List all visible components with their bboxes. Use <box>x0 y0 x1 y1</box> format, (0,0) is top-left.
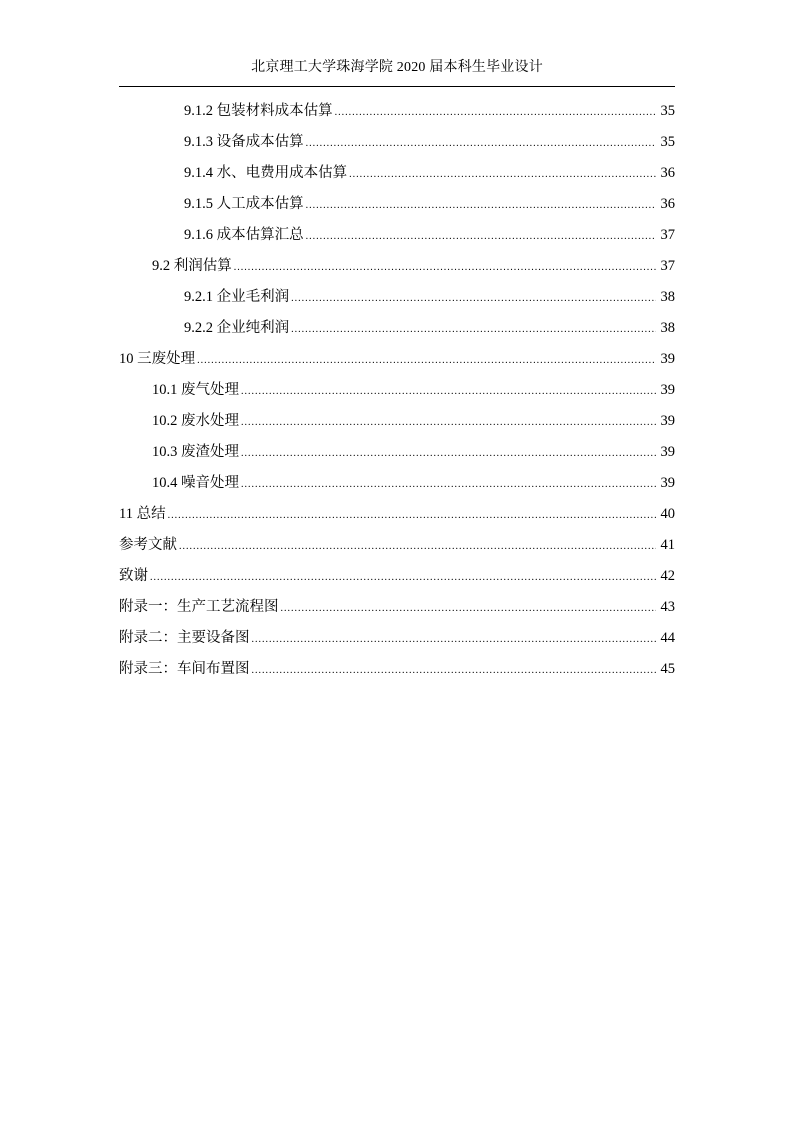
toc-dot-leader <box>197 345 656 376</box>
toc-entry[interactable] <box>119 96 675 127</box>
toc-entry[interactable] <box>119 344 675 375</box>
toc-entry-page: 45 <box>660 661 675 677</box>
toc-entry-page: 44 <box>660 630 675 646</box>
toc-entry-title: 9.1.2 包装材料成本估算 <box>184 103 333 119</box>
toc-entry[interactable] <box>119 468 675 499</box>
toc-entry-page: 39 <box>660 351 675 367</box>
toc-entry-title: 9.1.4 水、电费用成本估算 <box>184 165 348 181</box>
toc-entry-page: 36 <box>660 165 675 181</box>
toc-entry-title: 附录二：主要设备图 <box>119 630 250 646</box>
toc-entry[interactable] <box>119 220 675 251</box>
toc-entry-title: 附录三：车间布置图 <box>119 661 250 677</box>
toc-entry-title: 10.1 废气处理 <box>152 382 239 398</box>
toc-entry[interactable] <box>119 592 675 623</box>
toc-entry[interactable] <box>119 375 675 406</box>
toc-entry-page: 39 <box>660 475 675 491</box>
toc-entry-title: 10.2 废水处理 <box>152 413 239 429</box>
header-divider <box>119 86 675 87</box>
toc-dot-leader <box>252 624 657 655</box>
toc-entry[interactable] <box>119 561 675 592</box>
toc-dot-leader <box>241 407 656 438</box>
toc-dot-leader <box>281 593 657 624</box>
toc-entry[interactable] <box>119 406 675 437</box>
toc-dot-leader <box>252 655 657 686</box>
toc-dot-leader <box>306 221 656 252</box>
toc-dot-leader <box>179 531 656 562</box>
toc-dot-leader <box>241 438 656 469</box>
toc-entry-page: 38 <box>660 289 675 305</box>
toc-dot-leader <box>234 252 656 283</box>
toc-entry-page: 39 <box>660 444 675 460</box>
toc-dot-leader <box>291 314 656 345</box>
toc-entry-page: 42 <box>660 568 675 584</box>
toc-entry[interactable] <box>119 499 675 530</box>
toc-dot-leader <box>335 97 656 128</box>
toc-entry-page: 38 <box>660 320 675 336</box>
toc-entry-title: 9.1.5 人工成本估算 <box>184 196 304 212</box>
toc-entry-title: 9.2.2 企业纯利润 <box>184 320 290 336</box>
toc-entry-page: 39 <box>660 413 675 429</box>
toc-dot-leader <box>306 190 656 221</box>
toc-dot-leader <box>150 562 656 593</box>
toc-entry[interactable] <box>119 251 675 282</box>
toc-entry-title: 9.2 利润估算 <box>152 258 232 274</box>
toc-entry-title: 9.1.3 设备成本估算 <box>184 134 304 150</box>
page-header: 北京理工大学珠海学院 2020 届本科生毕业设计 <box>251 60 543 75</box>
toc-entry-title: 10 三废处理 <box>119 351 196 367</box>
toc-entry[interactable] <box>119 530 675 561</box>
toc-dot-leader <box>241 376 656 407</box>
toc-entry-title: 附录一：生产工艺流程图 <box>119 599 279 615</box>
toc-entry-title: 9.2.1 企业毛利润 <box>184 289 290 305</box>
toc-entry[interactable] <box>119 127 675 158</box>
toc-entry[interactable] <box>119 654 675 685</box>
toc-entry-page: 36 <box>660 196 675 212</box>
toc-entry[interactable] <box>119 313 675 344</box>
toc-entry-page: 43 <box>660 599 675 615</box>
toc-dot-leader <box>241 469 656 500</box>
toc-dot-leader <box>349 159 656 190</box>
toc-entry-title: 致谢 <box>119 568 148 584</box>
toc-entry[interactable] <box>119 623 675 654</box>
toc-entry[interactable] <box>119 437 675 468</box>
toc-dot-leader <box>306 128 656 159</box>
toc-dot-leader <box>168 500 656 531</box>
toc-entry-title: 10.4 噪音处理 <box>152 475 239 491</box>
toc-entry[interactable] <box>119 282 675 313</box>
toc-entry-title: 10.3 废渣处理 <box>152 444 239 460</box>
toc-entry-page: 39 <box>660 382 675 398</box>
toc-entry-page: 35 <box>660 103 675 119</box>
toc-entry[interactable] <box>119 158 675 189</box>
toc-entry-title: 11 总结 <box>119 506 166 522</box>
toc-entry[interactable] <box>119 189 675 220</box>
toc-entry-page: 37 <box>660 227 675 243</box>
toc-entry-page: 37 <box>660 258 675 274</box>
table-of-contents <box>119 96 675 685</box>
toc-entry-page: 40 <box>660 506 675 522</box>
toc-dot-leader <box>291 283 656 314</box>
toc-entry-page: 41 <box>660 537 675 553</box>
toc-entry-page: 35 <box>660 134 675 150</box>
toc-entry-title: 9.1.6 成本估算汇总 <box>184 227 304 243</box>
toc-entry-title: 参考文献 <box>119 537 177 553</box>
